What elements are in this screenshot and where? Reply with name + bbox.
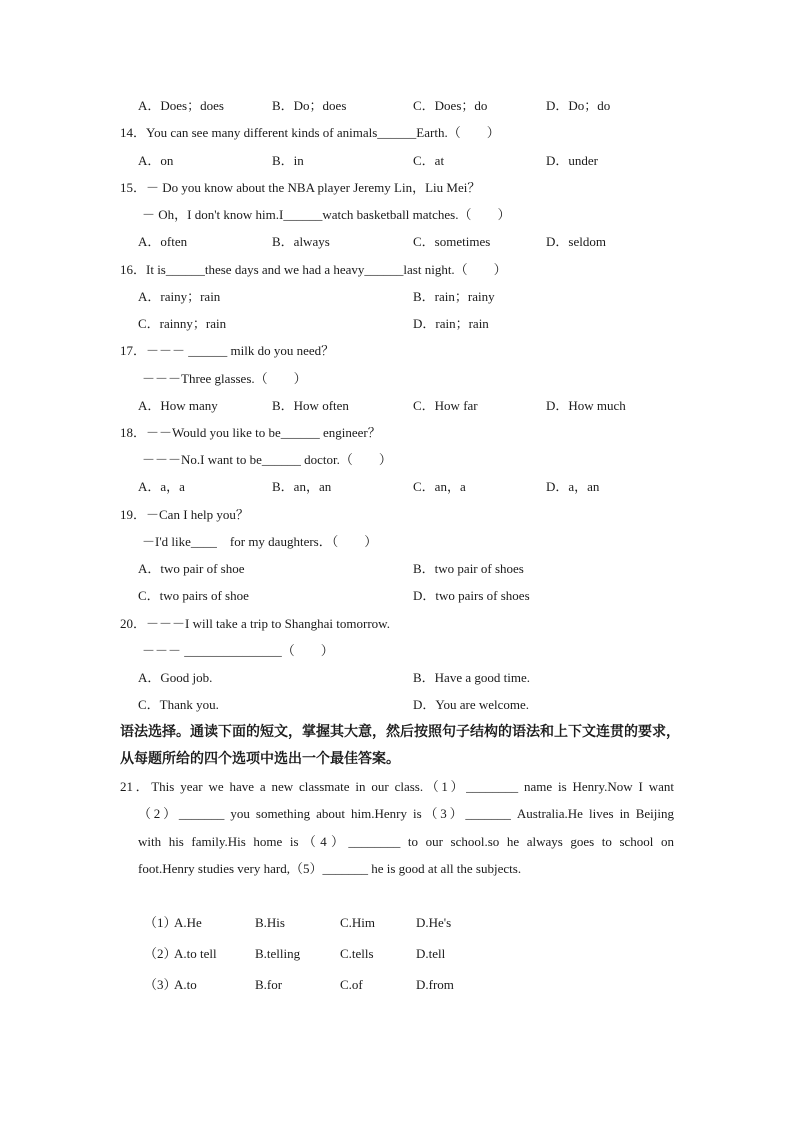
q15-option-c: C．sometimes [413,234,491,249]
q18-option-a: A．a，a [138,479,185,494]
q19-option-d: D．two pairs of shoes [413,588,530,603]
q20-stem-1: 20．－－－I will take a trip to Shanghai tomorrow. [120,616,390,631]
q21-choice-1-option-d: D.He's [416,915,452,930]
q13-option-b: B．Do；does [272,98,347,113]
q19-option-a: A．two pair of shoe [138,561,245,576]
q15-option-d: D．seldom [546,234,606,249]
q18-option-d: D．a，an [546,479,600,494]
q14-option-c: C．at [413,153,445,168]
q14-option-d: D．under [546,153,598,168]
q21-passage-line-2: （2）_______ you something about him.Henry is（3）_______ Australia.He lives in Beijing [138,806,674,821]
q17-option-c: C．How far [413,398,478,413]
q21-choice-1-option-b: B.His [255,915,285,930]
q20-stem-2: －－－ _______________（ ） [142,643,334,658]
q21-choice-2-option-a: A.to tell [174,946,217,961]
q14-option-b: B．in [272,153,304,168]
q14-stem: 14．You can see many different kinds of animals______Earth.（ ） [120,125,500,140]
section-instruction-line-2: 从每题所给的四个选项中选出一个最佳答案。 [120,751,400,767]
q17-stem-1: 17．－－－ ______ milk do you need？ [120,343,335,358]
q19-option-c: C．two pairs of shoe [138,588,249,603]
q15-option-a: A．often [138,234,188,249]
q21-choice-3-option-a: A.to [174,977,197,992]
q17-option-b: B．How often [272,398,349,413]
q21-choice-3-option-b: B.for [255,977,283,992]
q17-option-a: A．How many [138,398,218,413]
q20-option-a: A．Good job. [138,670,213,685]
q15-stem-1: 15．－ Do you know about the NBA player Jeremy Lin，Liu Mei？ [120,180,481,195]
section-instruction-line-1: 语法选择。通读下面的短文，掌握其大意，然后按照句子结构的语法和上下文连贯的要求， [120,724,680,740]
q16-option-c: C．rainny；rain [138,316,227,331]
q13-option-c: C．Does；do [413,98,488,113]
q21-choice-2-option-c: C.tells [340,946,374,961]
q21-choice-2-option-d: D.tell [416,946,446,961]
q16-option-d: D．rain；rain [413,316,489,331]
q19-option-b: B．two pair of shoes [413,561,524,576]
q21-choice-1-number: （1） [144,915,177,930]
q21-choice-3-option-c: C.of [340,977,363,992]
q21-choice-2-number: （2） [144,946,177,961]
q20-option-d: D．You are welcome. [413,697,530,712]
q21-passage-line-1: 21．This year we have a new classmate in our class.（1）________ name is Henry.Now I want [120,779,674,794]
q18-stem-2: －－－No.I want to be______ doctor.（ ） [142,452,392,467]
q16-stem: 16．It is______these days and we had a heavy______last night.（ ） [120,262,507,277]
q21-choice-3-option-d: D.from [416,977,454,992]
q16-option-a: A．rainy；rain [138,289,221,304]
q21-passage-line-4: foot.Henry studies very hard,（5）_______ he is good at all the subjects. [138,861,522,876]
q18-option-b: B．an，an [272,479,332,494]
q16-option-b: B．rain；rainy [413,289,495,304]
q18-option-c: C．an，a [413,479,466,494]
q19-stem-2: －I'd like____ for my daughters．（ ） [142,534,378,549]
q21-passage-line-3: with his family.His home is（4）________ to our school.so he always goes to school on [138,834,674,849]
q17-stem-2: －－－Three glasses.（ ） [142,371,307,386]
q14-option-a: A．on [138,153,174,168]
q19-stem-1: 19．－Can I help you？ [120,507,249,522]
q15-stem-2: － Oh，I don't know him.I______watch basketball matches.（ ） [142,207,511,222]
q20-option-c: C．Thank you. [138,697,219,712]
q21-choice-1-option-a: A.He [174,915,202,930]
q18-stem-1: 18．－－Would you like to be______ engineer？ [120,425,381,440]
q13-option-a: A．Does；does [138,98,224,113]
q20-option-b: B．Have a good time. [413,670,530,685]
q21-choice-2-option-b: B.telling [255,946,301,961]
q21-choice-1-option-c: C.Him [340,915,376,930]
q17-option-d: D．How much [546,398,626,413]
q13-option-d: D．Do；do [546,98,611,113]
q21-choice-3-number: （3） [144,977,177,992]
q15-option-b: B．always [272,234,330,249]
